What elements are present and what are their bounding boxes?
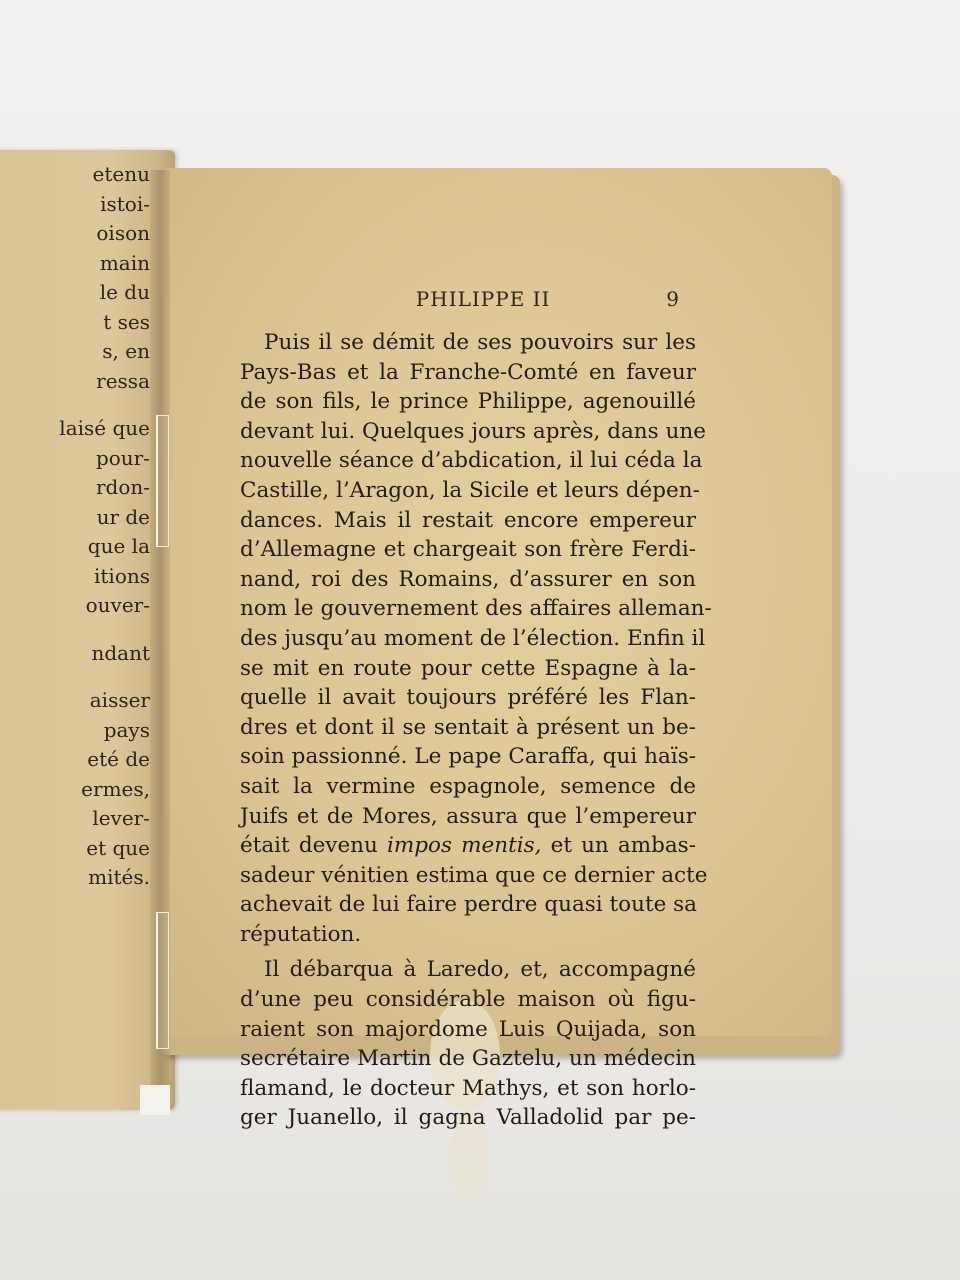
left-page-line: et que bbox=[86, 835, 150, 860]
paper-slip bbox=[140, 1085, 170, 1115]
text-line: des jusqu’au moment de l’élection. Enfin il bbox=[240, 625, 706, 651]
left-page-line bbox=[0, 621, 150, 639]
text-line: réputation. bbox=[240, 921, 362, 947]
text-fragment: était devenu bbox=[240, 833, 387, 859]
text-fragment: et un ambas- bbox=[541, 833, 696, 859]
text-line: de son fils, le prince Philippe, agenouillé bbox=[240, 389, 696, 415]
text-line: raient son majordome Luis Quijada, son bbox=[240, 1016, 696, 1042]
left-page-line: rdon- bbox=[95, 475, 150, 499]
left-page-line: ressa bbox=[96, 368, 150, 393]
left-page-line bbox=[0, 668, 150, 686]
left-page-line: s, en bbox=[102, 339, 150, 363]
left-page-line: laisé que bbox=[59, 416, 150, 440]
left-page-line: que la bbox=[87, 534, 150, 558]
text-line: nand, roi des Romains, d’assurer en son bbox=[240, 566, 696, 592]
left-page-line: itions bbox=[93, 563, 150, 588]
text-line: se mit en route pour cette Espagne à la- bbox=[240, 655, 696, 681]
left-page-line: ndant bbox=[91, 640, 150, 665]
text-line: soin passionné. Le pape Caraffa, qui haïs- bbox=[240, 744, 696, 770]
text-line: dances. Mais il restait encore empereur bbox=[240, 507, 696, 533]
left-page-line: eté de bbox=[87, 747, 150, 771]
page-body bbox=[240, 328, 712, 1133]
text-line: nom le gouvernement des affaires alleman- bbox=[240, 596, 712, 622]
text-line: nouvelle séance d’abdication, il lui céda la bbox=[240, 448, 703, 474]
text-line: quelle il avait toujours préféré les Flan- bbox=[240, 685, 696, 711]
left-page-line: etenu bbox=[92, 162, 150, 186]
text-line: Juifs et de Mores, assura que l’empereur bbox=[240, 803, 696, 829]
binding-stitch-top bbox=[156, 415, 169, 547]
left-page-line: ouver- bbox=[85, 593, 150, 617]
text-line: ger Juanello, il gagna Valladolid par pe- bbox=[240, 1105, 696, 1131]
left-page-line: aisser bbox=[89, 688, 150, 712]
binding-stitch-bottom bbox=[156, 912, 169, 1049]
left-page-line: ermes, bbox=[81, 776, 150, 801]
running-header bbox=[240, 287, 680, 311]
italic-phrase: impos mentis, bbox=[387, 833, 542, 859]
left-page-line: le du bbox=[99, 280, 150, 304]
left-page-line: ur de bbox=[96, 504, 150, 529]
text-line: d’une peu considérable maison où figu- bbox=[240, 987, 696, 1013]
left-page-line: t ses bbox=[103, 309, 150, 334]
left-page-line: lever- bbox=[92, 806, 150, 830]
text-line: d’Allemagne et chargeait son frère Ferdi- bbox=[240, 537, 696, 563]
text-line: sait la vermine espagnole, semence de bbox=[240, 773, 696, 799]
running-head: PHILIPPE II bbox=[415, 287, 551, 311]
text-line: devant lui. Quelques jours après, dans une bbox=[240, 418, 706, 444]
text-line: Pays-Bas et la Franche-Comté en faveur bbox=[240, 359, 696, 385]
left-page-line: main bbox=[99, 250, 150, 275]
text-line: Castille, l’Aragon, la Sicile et leurs dépen- bbox=[240, 477, 700, 503]
text-line-with-italic bbox=[240, 831, 696, 861]
left-page-line: pour- bbox=[95, 445, 150, 470]
left-page-line: oison bbox=[96, 221, 150, 245]
text-line: achevait de lui faire perdre quasi toute sa bbox=[240, 892, 698, 918]
text-line: Puis il se démit de ses pouvoirs sur les bbox=[264, 330, 696, 355]
text-line: flamand, le docteur Mathys, et son horlo- bbox=[240, 1075, 696, 1101]
left-page-line: mités. bbox=[88, 865, 150, 889]
left-page-line: istoi- bbox=[100, 191, 150, 216]
text-line: dres et dont il se sentait à présent un be- bbox=[240, 714, 696, 740]
text-line: Il débarqua à Laredo, et, accompagné bbox=[264, 957, 696, 983]
page-number: 9 bbox=[666, 287, 680, 311]
left-page-text bbox=[0, 160, 150, 893]
text-line: sadeur vénitien estima que ce dernier acte bbox=[240, 862, 708, 888]
text-line: secrétaire Martin de Gaztelu, un médecin bbox=[240, 1046, 696, 1072]
left-page-line: pays bbox=[103, 717, 150, 742]
left-page-line bbox=[0, 396, 150, 414]
